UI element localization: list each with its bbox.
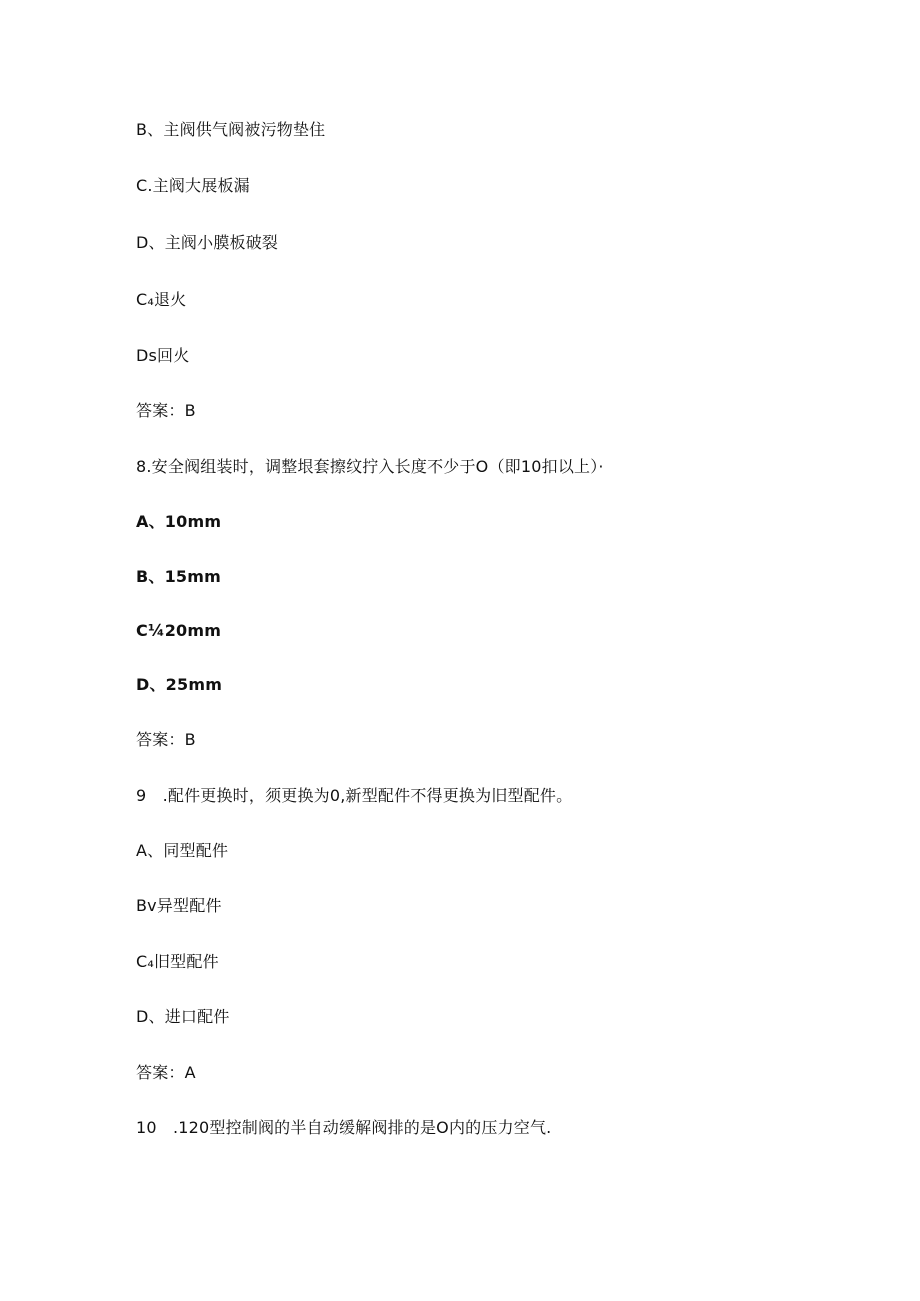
- option-b-15mm: B、15mm: [136, 567, 222, 586]
- option-d-main-valve-small-diaphragm: D、主阀小膜板破裂: [136, 233, 279, 252]
- option-d-tempering: Ds回火: [136, 346, 190, 365]
- question-9: 9 .配件更换时，须更换为0,新型配件不得更换为旧型配件。: [136, 786, 573, 805]
- option-b-main-valve-supply: B、主阀供气阀被污物垫住: [136, 120, 326, 139]
- answer-line-7: 答案：B: [136, 401, 196, 420]
- option-d-25mm: D、25mm: [136, 675, 223, 694]
- answer-line-9: 答案：A: [136, 1063, 196, 1082]
- option-c-annealing: C₄退火: [136, 290, 187, 309]
- question-8: 8.安全阀组装时，调整垠套擦纹拧入长度不少于O（即10扣以上）·: [136, 457, 604, 476]
- option-c-old-type: C₄旧型配件: [136, 952, 219, 971]
- question-10: 10 .120型控制阀的半自动缓解阀排的是O内的压力空气.: [136, 1118, 552, 1137]
- option-c-main-valve-large-diaphragm: C.主阀大展板漏: [136, 176, 250, 195]
- option-a-10mm: A、10mm: [136, 512, 222, 531]
- option-d-imported: D、进口配件: [136, 1007, 230, 1026]
- option-a-same-type: A、同型配件: [136, 841, 229, 860]
- answer-line-8: 答案：B: [136, 730, 196, 749]
- option-c-20mm: C¼20mm: [136, 621, 222, 640]
- option-b-different-type: Bv异型配件: [136, 896, 222, 915]
